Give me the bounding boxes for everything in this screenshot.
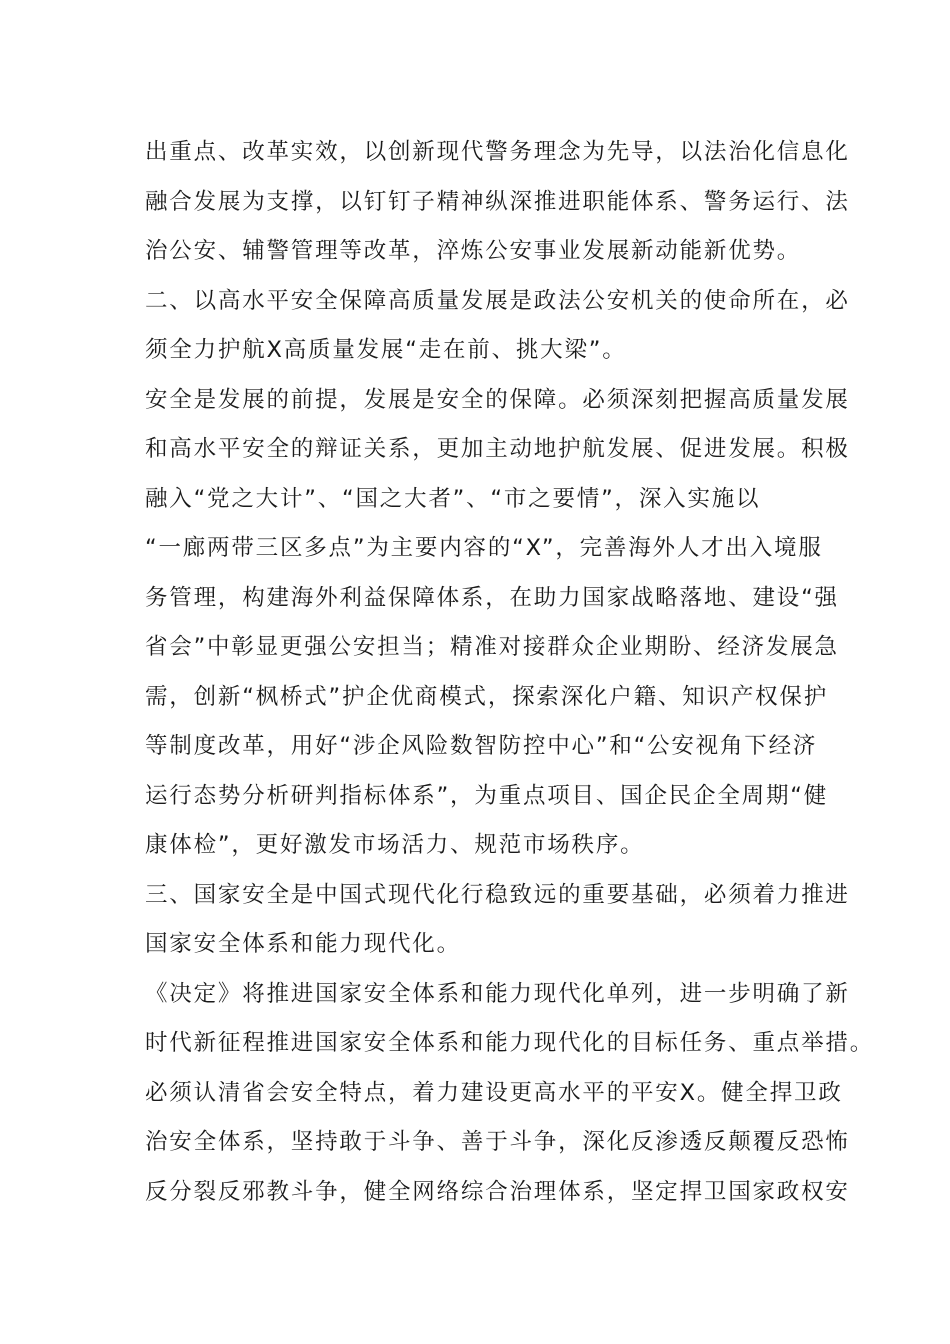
text-line: 出重点、改革实效，以创新现代警务理念为先导，以法治化信息化: [145, 139, 850, 165]
text-line: 运行态势分析研判指标体系”，为重点项目、国企民企全周期“健: [145, 783, 829, 809]
section-heading-line: 须全力护航X高质量发展“走在前、挑大梁”。: [145, 337, 627, 363]
text-line: 等制度改革，用好“涉企风险数智防控中心”和“公安视角下经济: [145, 733, 818, 759]
text-line: 康体检”，更好激发市场活力、规范市场秩序。: [145, 832, 645, 858]
text-line: 和高水平安全的辩证关系，更加主动地护航发展、促进发展。积极: [145, 436, 850, 462]
text-line: 省会”中彰显更强公安担当；精准对接群众企业期盼、经济发展急: [145, 634, 839, 660]
section-heading-line: 三、国家安全是中国式现代化行稳致远的重要基础，必须着力推进: [145, 882, 850, 908]
text-line: 务管理，构建海外利益保障体系，在助力国家战略落地、建设“强: [145, 585, 839, 611]
text-line: 融合发展为支撑，以钉钉子精神纵深推进职能体系、警务运行、法: [145, 189, 850, 215]
text-line: 《决定》将推进国家安全体系和能力现代化单列，进一步明确了新: [145, 981, 850, 1007]
text-line: 反分裂反邪教斗争，健全网络综合治理体系，坚定捍卫国家政权安: [145, 1179, 850, 1205]
section-heading-line: 国家安全体系和能力现代化。: [145, 931, 461, 957]
text-line: 时代新征程推进国家安全体系和能力现代化的目标任务、重点举措。: [145, 1030, 875, 1056]
text-line: 必须认清省会安全特点，着力建设更高水平的平安X。健全捍卫政: [145, 1080, 843, 1106]
text-line: 治安全体系，坚持敢于斗争、善于斗争，深化反渗透反颠覆反恐怖: [145, 1129, 850, 1155]
text-line: 需，创新“枫桥式”护企优商模式，探索深化户籍、知识产权保护: [145, 684, 829, 710]
text-line: “一廊两带三区多点”为主要内容的“X”，完善海外人才出入境服: [145, 535, 823, 561]
section-heading-line: 二、以高水平安全保障高质量发展是政法公安机关的使命所在，必: [145, 288, 850, 314]
text-line: 安全是发展的前提，发展是安全的保障。必须深刻把握高质量发展: [145, 387, 850, 413]
text-line: 融入“党之大计”、“国之大者”、“市之要情”，深入实施以: [145, 486, 761, 512]
text-line: 治公安、辅警管理等改革，淬炼公安事业发展新动能新优势。: [145, 238, 802, 264]
